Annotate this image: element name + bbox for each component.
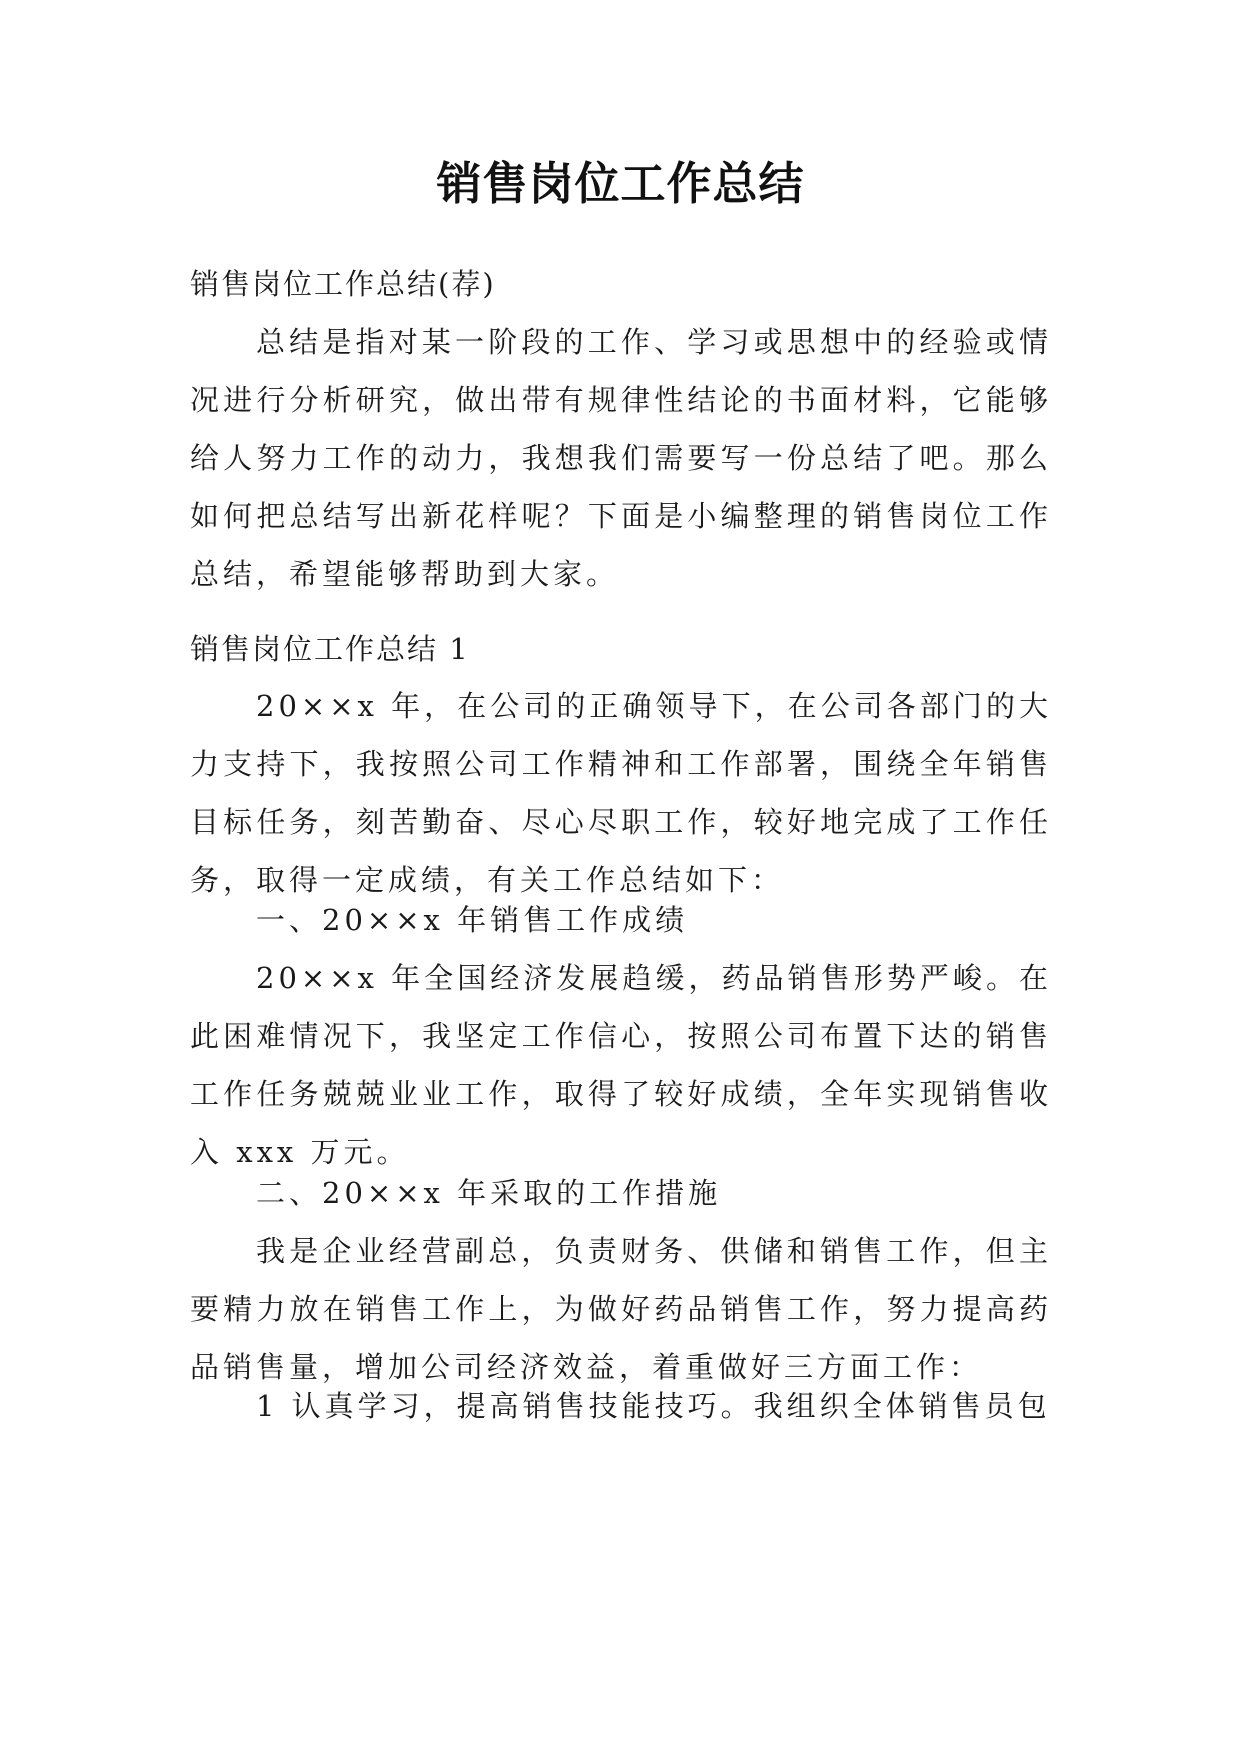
intro-paragraph: 总结是指对某一阶段的工作、学习或思想中的经验或情况进行分析研究，做出带有规律性结论的书面材料，它能够给人努力工作的动力，我想我们需要写一份总结了吧。那么如何把总结写出新花样呢？下面是小编整理的销售岗位工作总结，希望能够帮助到大家。 xyxy=(190,325,1052,591)
subheading-sales-results: 一、20××x 年销售工作成绩 xyxy=(256,903,689,937)
section-1-paragraph-2: 20××x 年全国经济发展趋缓，药品销售形势严峻。在此困难情况下，我坚定工作信心，按照公司布置下达的销售工作任务兢兢业业工作，取得了较好成绩，全年实现销售收入 xxx 万元。 xyxy=(190,961,1052,1169)
section-1-heading: 销售岗位工作总结 1 xyxy=(190,632,470,666)
document-title: 销售岗位工作总结 xyxy=(436,157,805,210)
section-1-paragraph-4: 1 认真学习，提高销售技能技巧。我组织全体销售员包 xyxy=(256,1389,1051,1423)
section-1-paragraph-1: 20××x 年，在公司的正确领导下，在公司各部门的大力支持下，我按照公司工作精神和工作部署，围绕全年销售目标任务，刻苦勤奋、尽心尽职工作，较好地完成了工作任务，取得一定成绩，有关工作总结如下： xyxy=(190,689,1052,897)
intro-heading: 销售岗位工作总结(荐) xyxy=(190,267,496,301)
section-1-paragraph-3: 我是企业经营副总，负责财务、供储和销售工作，但主要精力放在销售工作上，为做好药品销售工作，努力提高药品销售量，增加公司经济效益，着重做好三方面工作： xyxy=(190,1234,1052,1384)
subheading-work-measures: 二、20××x 年采取的工作措施 xyxy=(256,1176,722,1210)
